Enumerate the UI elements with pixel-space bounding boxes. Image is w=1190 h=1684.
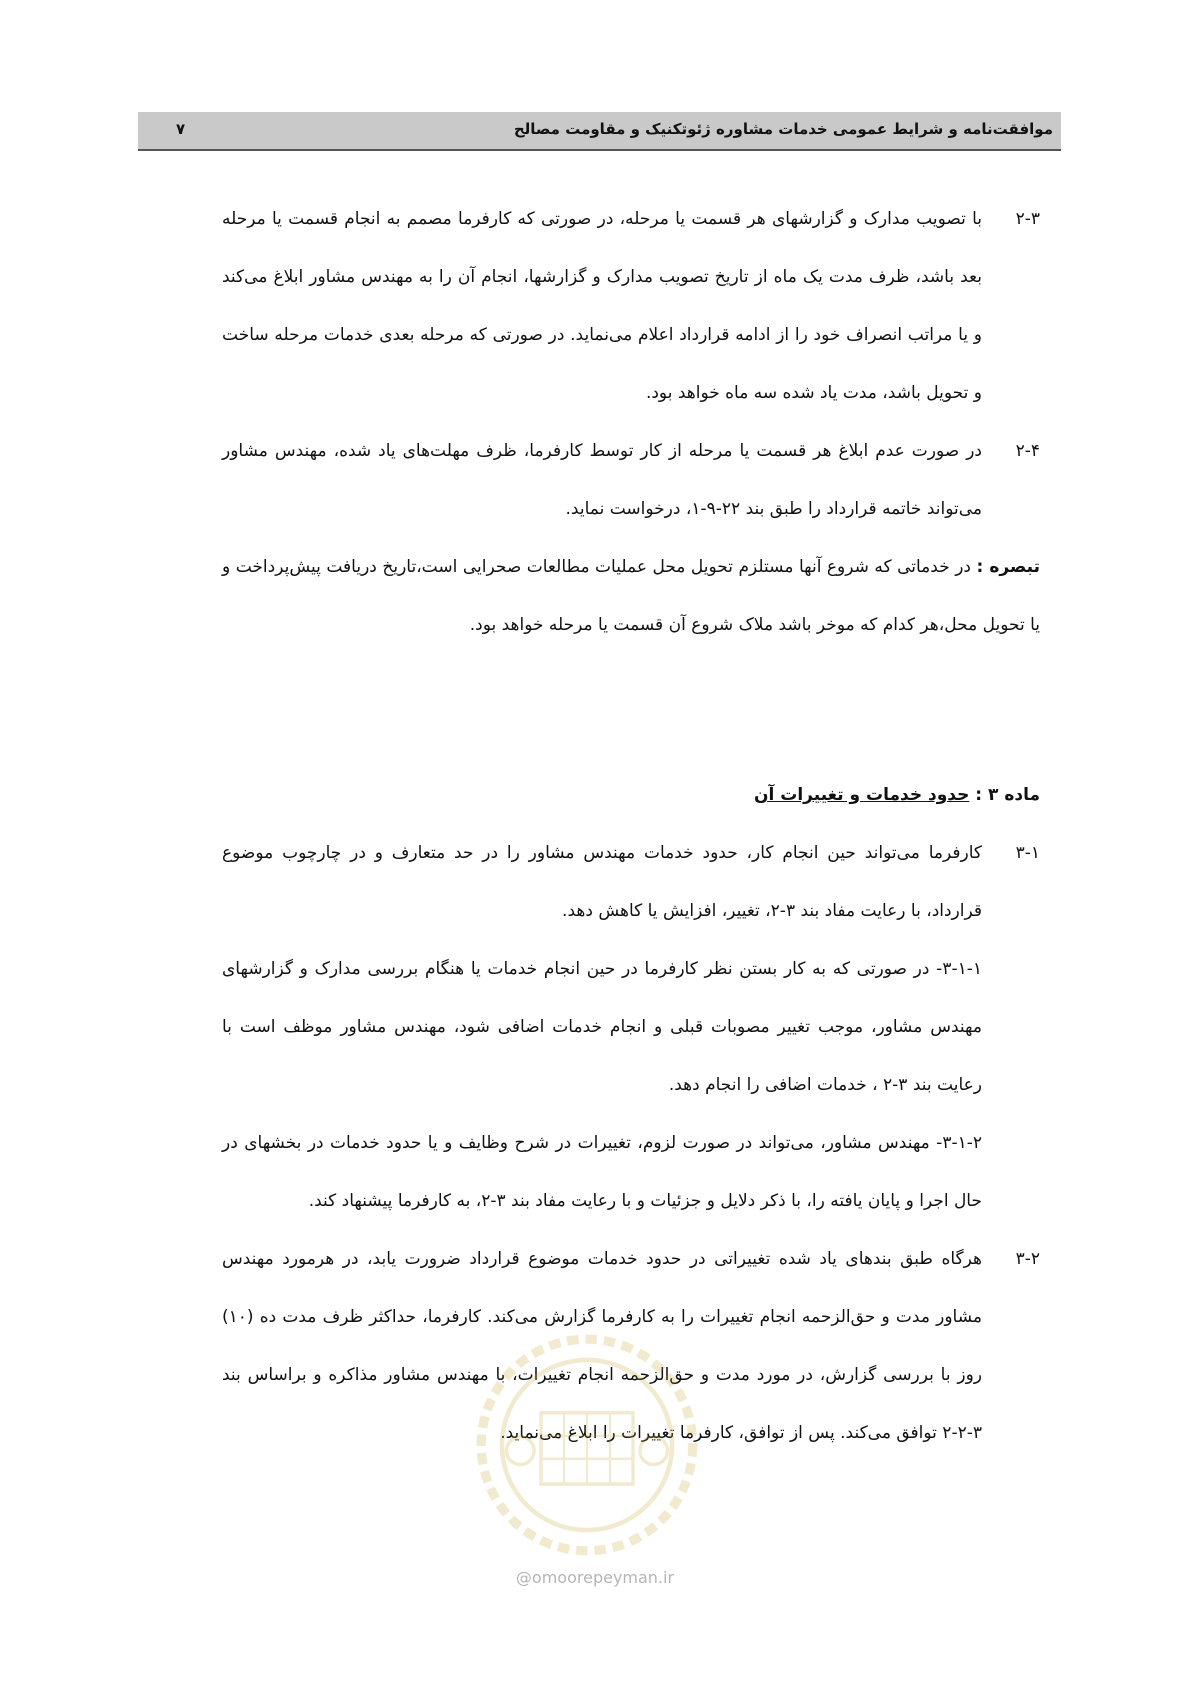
clause-text: ۳-۱-۱- در صورتی که به کار بستن نظر کارفرما در حین انجام خدمات یا هنگام بررسی مدارک و گزارشهای مهندس مشاور، موجب تغییر مصوبات قبلی و انجام خدمات اضافی شود، مهندس مشاور موظف است با رعایت بند ۳-۲ ، خدمات اضافی را انجام دهد.	[222, 959, 982, 1095]
article-title: حدود خدمات و تغییرات آن	[754, 785, 970, 805]
clause-text: کارفرما می‌تواند حین انجام کار، حدود خدمات مهندس مشاور را در حد متعارف و در چارچوب موضوع قرارداد، با رعایت مفاد بند ۳-۲، تغییر، افزایش یا کاهش دهد.	[222, 843, 982, 921]
note-text: در خدماتی که شروع آنها مستلزم تحویل محل عملیات مطالعات صحرایی است،تاریخ دریافت پیش‌پرداخت و یا تحویل محل،هر کدام که موخر باشد ملاک شروع آن قسمت یا مرحله خواهد بود.	[222, 557, 1040, 635]
clause-text: در صورت عدم ابلاغ هر قسمت یا مرحله از کار توسط کارفرما، ظرف مهلت‌های یاد شده، مهندس مشاور می‌تواند خاتمه قرارداد را طبق بند ۲۲-۹-۱، درخواست نماید.	[222, 441, 982, 519]
clause-number: ۳-۱	[1015, 843, 1040, 863]
note-label: تبصره :	[976, 557, 1040, 577]
clause-3-1-1	[222, 940, 1040, 1114]
clause-3-1-2	[222, 1114, 1040, 1230]
watermark-seal-icon	[472, 1330, 702, 1560]
clause-text: با تصویب مدارک و گزارشهای هر قسمت یا مرحله، در صورتی که کارفرما مصمم به انجام قسمت یا مرحله بعد باشد، ظرف مدت یک ماه از تاریخ تصویب مدارک و گزارشها، انجام آن را به مهندس مشاور ابلاغ می‌کند و یا مراتب انصراف خود را از ادامه قرارداد اعلام می‌نماید. در صورتی که مرحله بعدی خدمات مرحله ساخت و تحویل باشد، مدت یاد شده سه ماه خواهد بود.	[222, 209, 982, 403]
page-header	[138, 112, 1061, 151]
document-body	[222, 190, 1040, 1462]
clause-number: ۳-۲	[1015, 1249, 1040, 1269]
document-title: موافقت‌نامه و شرایط عمومی خدمات مشاوره ژئوتکنیک و مقاومت مصالح	[513, 120, 1053, 138]
clause-text: ۳-۱-۲- مهندس مشاور، می‌تواند در صورت لزوم، تغییرات در شرح وظایف و یا حدود خدمات در بخشهای در حال اجرا و پایان یافته را، با ذکر دلایل و جزئیات و با رعایت مفاد بند ۳-۲، به کارفرما پیشنهاد کند.	[222, 1133, 982, 1211]
clause-number: ۲-۳	[1015, 209, 1040, 229]
clause-2-3	[222, 190, 1040, 422]
watermark-text: @omoorepeyman.ir	[515, 1568, 675, 1587]
article-3-heading	[222, 766, 1040, 824]
clause-number: ۲-۴	[1015, 441, 1040, 461]
page-number: ۷	[176, 120, 186, 138]
clause-2-4	[222, 422, 1040, 538]
clause-text: هرگاه طبق بندهای یاد شده تغییراتی در حدود خدمات موضوع قرارداد ضرورت یابد، در هرمورد مهندس مشاور مدت و حق‌الزحمه انجام تغییرات را به کارفرما گزارش می‌کند. کارفرما، حداکثر ظرف مدت ده (۱۰) روز با بررسی گزارش، در مورد مدت و حق‌الزحمه انجام تغییرات، با مهندس مشاور مذاکره و براساس بند ۳-۲-۲ توافق می‌کند. پس از توافق، کارفرما تغییرات را ابلاغ می‌نماید.	[222, 1249, 982, 1443]
clause-3-1	[222, 824, 1040, 940]
article-number: ماده ۳ :	[969, 785, 1040, 805]
note-paragraph	[222, 538, 1040, 654]
